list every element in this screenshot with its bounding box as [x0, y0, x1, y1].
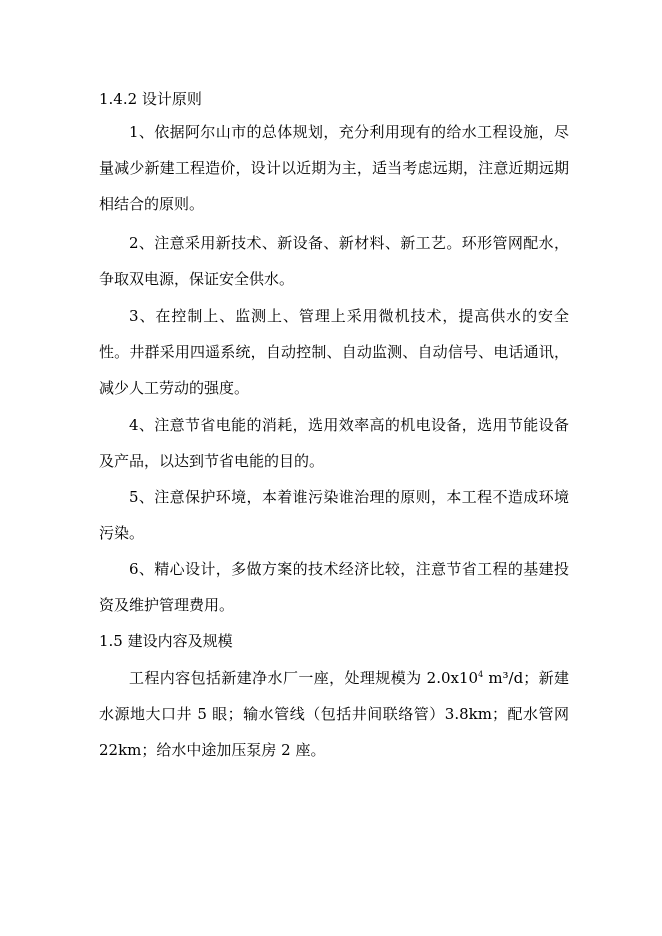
construction-text-part1: 工程内容包括新建净水厂一座，处理规模为 2.0x10	[129, 669, 479, 687]
construction-text-part2: m³/d；新建水源地大口井 5 眼；输水管线（包括井间联络管）3.8km；配水管网 22km；给水中途加压泵房 2 座。	[99, 669, 569, 759]
section-heading-1-4-2: 1.4.2 设计原则	[99, 90, 202, 108]
principle-item-4: 4、注意节省电能的消耗，选用效率高的机电设备，选用节能设备及产品，以达到节省电能的目的。	[99, 416, 569, 470]
principle-item-5: 5、注意保护环境，本着谁污染谁治理的原则，本工程不造成环境污染。	[99, 488, 569, 542]
principle-item-2: 2、注意采用新技术、新设备、新材料、新工艺。环形管网配水，争取双电源，保证安全供水。	[99, 234, 569, 288]
principle-item-3: 3、在控制上、监测上、管理上采用微机技术，提高供水的安全性。井群采用四遥系统，自动控制、自动监测、自动信号、电话通讯，减少人工劳动的强度。	[99, 307, 569, 397]
section-heading-1-5: 1.5 建设内容及规模	[99, 632, 233, 650]
principle-item-6: 6、精心设计，多做方案的技术经济比较，注意节省工程的基建投资及维护管理费用。	[99, 560, 569, 614]
principle-item-1: 1、依据阿尔山市的总体规划，充分利用现有的给水工程设施，尽量减少新建工程造价，设计以近期为主，适当考虑远期，注意近期远期相结合的原则。	[99, 123, 569, 213]
exponent: 4	[478, 670, 484, 679]
construction-content-paragraph	[99, 660, 569, 768]
